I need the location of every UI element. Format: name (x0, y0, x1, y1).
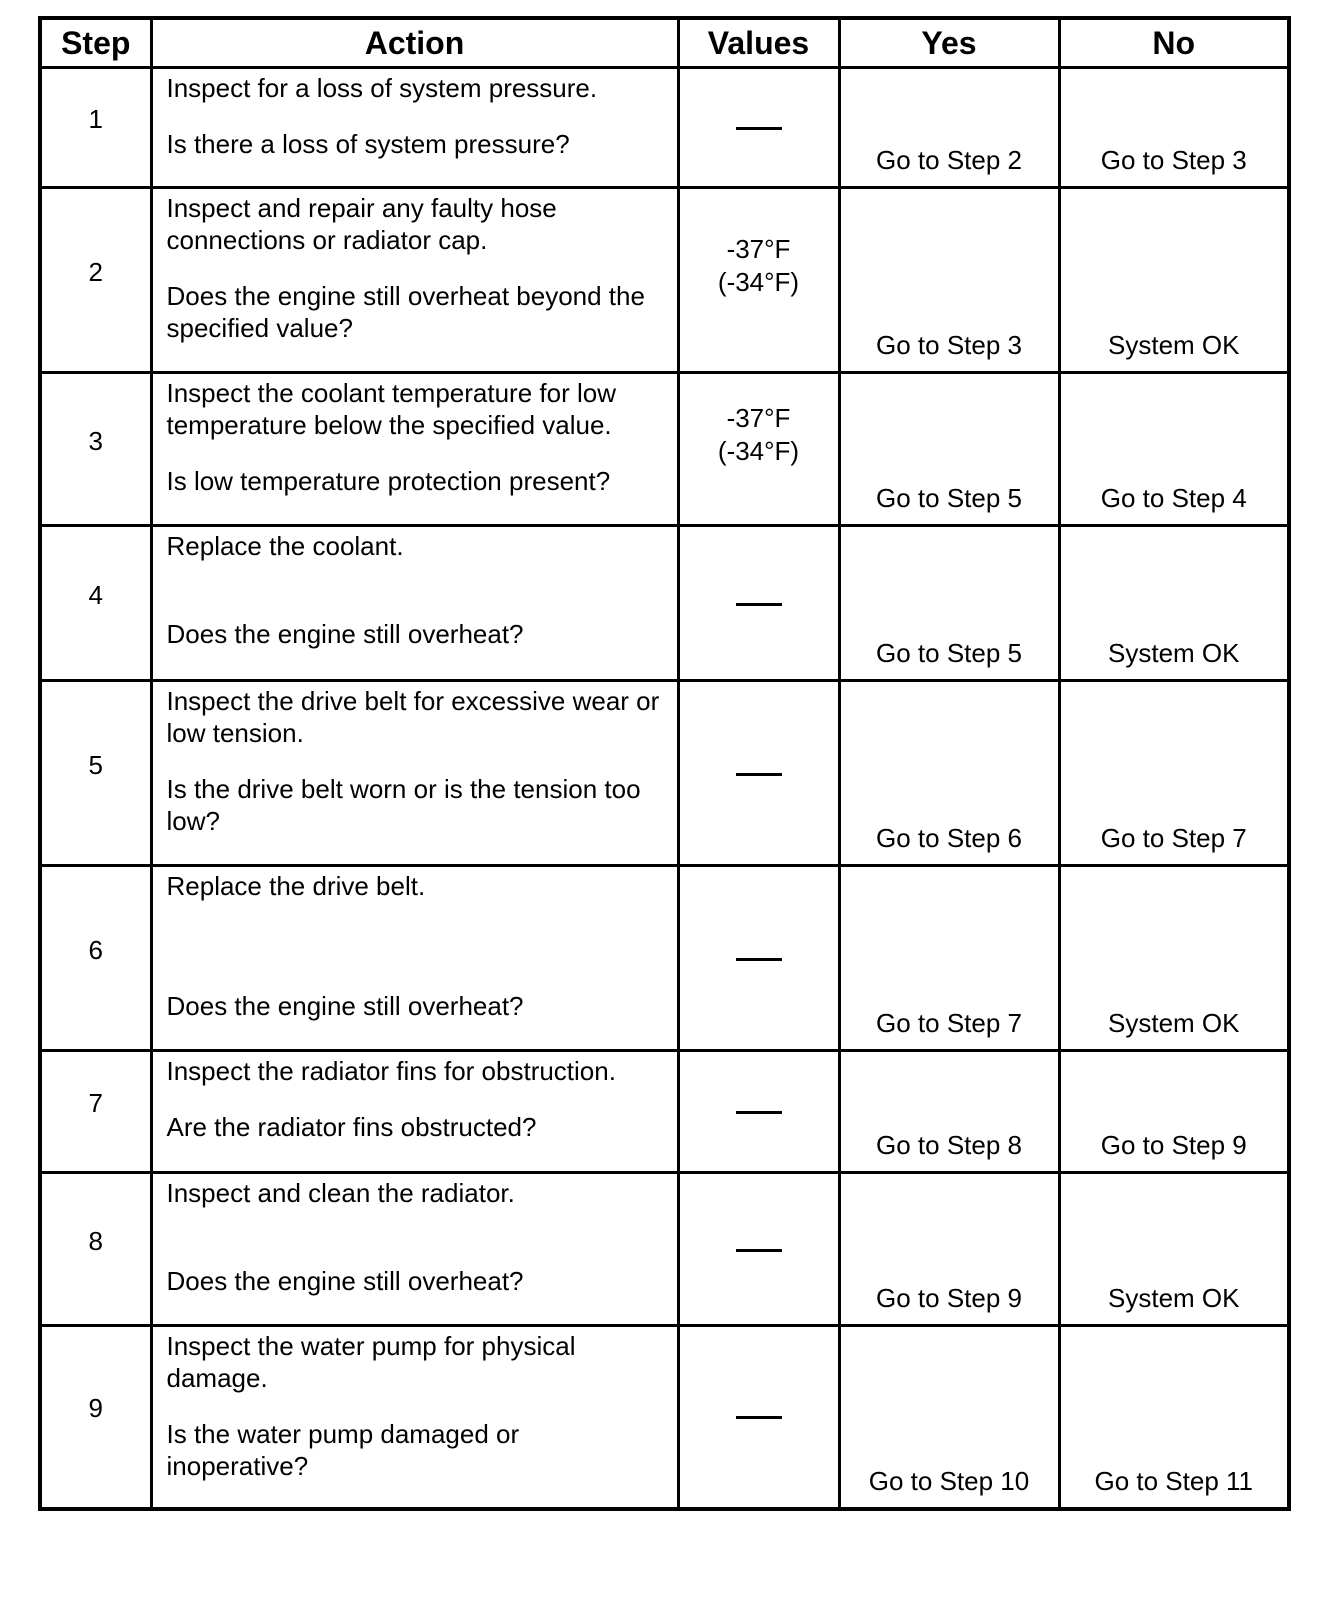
values-cell (678, 373, 839, 526)
no-value-dash (736, 127, 782, 130)
action-question: Is the water pump damaged or inoperative? (166, 1419, 520, 1481)
step-number: 6 (88, 934, 103, 965)
yes-result: Go to Step 3 (839, 188, 1059, 373)
action-cell (151, 1051, 678, 1173)
action-instruction: Inspect the water pump for physical damage. (166, 1331, 576, 1393)
values-cell (678, 68, 839, 188)
values-cell (678, 1051, 839, 1173)
step-number-cell (40, 188, 151, 373)
yes-result: Go to Step 10 (839, 1326, 1059, 1509)
action-cell (151, 681, 678, 866)
action-question: Does the engine still overheat? (166, 1266, 524, 1296)
no-value-dash (736, 1416, 782, 1419)
action-instruction: Inspect the coolant temperature for low temperature below the specified value. (166, 378, 616, 440)
action-instruction: Replace the coolant. (166, 531, 404, 561)
action-instruction: Inspect and clean the radiator. (166, 1178, 515, 1208)
table-row (40, 1326, 1289, 1509)
table-row (40, 68, 1289, 188)
header-yes: Yes (839, 18, 1059, 68)
table-row (40, 1051, 1289, 1173)
no-result: Go to Step 9 (1059, 1051, 1289, 1173)
action-instruction: Inspect for a loss of system pressure. (166, 73, 598, 103)
step-number: 8 (88, 1225, 103, 1256)
step-number: 1 (88, 104, 103, 134)
yes-result: Go to Step 5 (839, 373, 1059, 526)
values-cell (678, 866, 839, 1051)
action-cell (151, 68, 678, 188)
action-cell (151, 526, 678, 681)
no-value-dash (736, 603, 782, 606)
no-result: System OK (1059, 1173, 1289, 1326)
step-number: 4 (88, 579, 103, 610)
step-number-cell (40, 1173, 151, 1326)
table-row (40, 188, 1289, 373)
no-result: System OK (1059, 866, 1289, 1051)
no-value-dash (736, 773, 782, 776)
step-number: 9 (88, 1393, 103, 1424)
values-cell (678, 526, 839, 681)
values-cell (678, 1326, 839, 1509)
header-values: Values (678, 18, 839, 68)
step-number: 3 (88, 425, 103, 456)
yes-result: Go to Step 6 (839, 681, 1059, 866)
no-result: Go to Step 3 (1059, 68, 1289, 188)
action-question: Are the radiator fins obstructed? (166, 1112, 537, 1142)
diagnostic-table (38, 16, 1291, 1511)
header-no: No (1059, 18, 1289, 68)
spec-value: -37°F (726, 403, 791, 433)
action-cell (151, 188, 678, 373)
yes-result: Go to Step 8 (839, 1051, 1059, 1173)
action-instruction: Inspect the drive belt for excessive wear or low tension. (166, 686, 660, 748)
action-question: Is low temperature protection present? (166, 466, 611, 496)
action-question: Does the engine still overheat? (166, 619, 524, 649)
header-row (40, 18, 1289, 68)
values-cell (678, 681, 839, 866)
no-result: Go to Step 4 (1059, 373, 1289, 526)
no-result: System OK (1059, 188, 1289, 373)
no-result: Go to Step 11 (1059, 1326, 1289, 1509)
step-number-cell (40, 68, 151, 188)
step-number: 7 (88, 1088, 103, 1118)
action-cell (151, 866, 678, 1051)
action-cell (151, 1326, 678, 1509)
table-row (40, 373, 1289, 526)
yes-result: Go to Step 7 (839, 866, 1059, 1051)
no-result: Go to Step 7 (1059, 681, 1289, 866)
action-question: Does the engine still overheat? (166, 991, 524, 1021)
step-number-cell (40, 373, 151, 526)
no-result: System OK (1059, 526, 1289, 681)
action-question: Is the drive belt worn or is the tension too low? (166, 774, 641, 836)
action-cell (151, 373, 678, 526)
step-number-cell (40, 866, 151, 1051)
step-number-cell (40, 1051, 151, 1173)
header-step: Step (40, 18, 151, 68)
no-value-dash (736, 1249, 782, 1252)
action-instruction: Replace the drive belt. (166, 871, 426, 901)
yes-result: Go to Step 2 (839, 68, 1059, 188)
action-instruction: Inspect the radiator fins for obstruction. (166, 1056, 616, 1086)
yes-result: Go to Step 5 (839, 526, 1059, 681)
action-question: Is there a loss of system pressure? (166, 129, 570, 159)
spec-value: -37°F (726, 234, 791, 264)
action-cell (151, 1173, 678, 1326)
table-row (40, 526, 1289, 681)
step-number: 5 (88, 749, 103, 780)
values-cell (678, 1173, 839, 1326)
table-row (40, 866, 1289, 1051)
header-action: Action (151, 18, 678, 68)
step-number: 2 (88, 256, 103, 287)
spec-value: (-34°F) (717, 267, 800, 297)
yes-result: Go to Step 9 (839, 1173, 1059, 1326)
step-number-cell (40, 1326, 151, 1509)
spec-value: (-34°F) (717, 436, 800, 466)
action-question: Does the engine still overheat beyond the specified value? (166, 281, 645, 343)
table-row (40, 1173, 1289, 1326)
values-cell (678, 188, 839, 373)
no-value-dash (736, 1111, 782, 1114)
step-number-cell (40, 681, 151, 866)
table-row (40, 681, 1289, 866)
action-instruction: Inspect and repair any faulty hose connections or radiator cap. (166, 193, 557, 255)
no-value-dash (736, 958, 782, 961)
step-number-cell (40, 526, 151, 681)
